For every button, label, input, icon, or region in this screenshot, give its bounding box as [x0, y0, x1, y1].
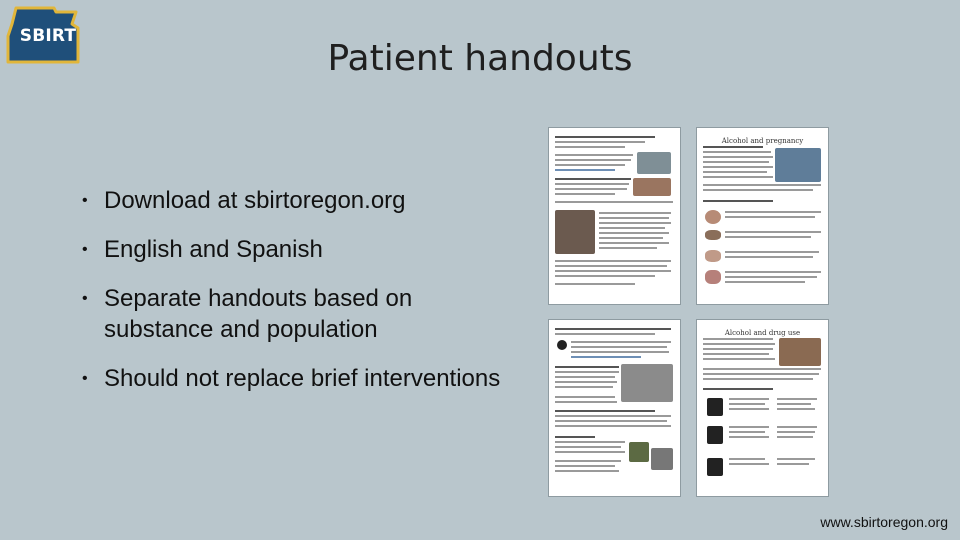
bullet-not-replace: • Should not replace brief interventions: [82, 363, 502, 394]
footer-url: www.sbirtoregon.org: [820, 514, 948, 530]
icon-head-brain-image: [707, 426, 723, 444]
photo-sleeping-person-image: [633, 178, 671, 196]
icon-organ-image: [705, 250, 721, 262]
slide-title: Patient handouts: [327, 38, 633, 79]
handout-thumbnail-3: [548, 319, 681, 497]
photo-drinks-pills-image: [779, 338, 821, 366]
photo-cannabis-image: [629, 442, 649, 462]
logo-text: SBIRT: [19, 26, 77, 46]
bullet-list: [82, 185, 502, 412]
photo-woman-sitting-image: [555, 210, 595, 254]
icon-lungs-image: [705, 270, 721, 284]
icon-baby-image: [705, 230, 721, 240]
bullet-languages: • English and Spanish: [82, 234, 502, 265]
icon-brain-image: [705, 210, 721, 224]
handout-thumbnail-1: [548, 127, 681, 305]
handout-thumbnail-4: [696, 319, 829, 497]
handout-title: Alcohol and pregnancy: [721, 137, 804, 145]
handout-thumbnail-2: [696, 127, 829, 305]
icon-person-image: [707, 398, 723, 416]
photo-hands-image: [775, 148, 821, 182]
icon-alert-image: [557, 340, 567, 350]
handout-title: Alcohol and drug use: [724, 329, 801, 337]
bullet-separate-handouts: • Separate handouts based on substance and population: [82, 283, 502, 345]
photo-teen-hoodie-image: [621, 364, 673, 402]
bullet-download: • Download at sbirtoregon.org: [82, 185, 502, 216]
icon-pen-image: [707, 458, 723, 476]
photo-pills-image: [651, 448, 673, 470]
photo-skateboarder-image: [637, 152, 671, 174]
